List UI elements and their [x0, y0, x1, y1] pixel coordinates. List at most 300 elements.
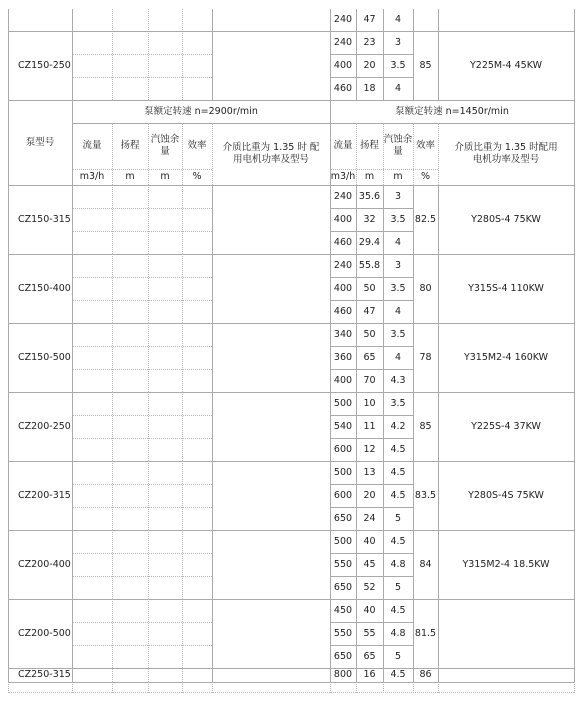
grid-line	[8, 254, 9, 323]
grid-line	[438, 682, 439, 693]
grid-line	[330, 369, 413, 370]
grid-line	[8, 323, 9, 392]
header-eff-1450: 效率	[415, 140, 435, 151]
table-cell-flow: 400	[333, 374, 353, 386]
table-cell-head: 18	[363, 82, 376, 94]
table-cell-head: 40	[363, 535, 376, 547]
pump-efficiency: 84	[419, 558, 432, 570]
pump-motor: Y315M2-4 160KW	[463, 351, 549, 363]
grid-line	[72, 54, 212, 55]
table-cell-flow: 340	[333, 328, 353, 340]
grid-line	[8, 530, 574, 531]
table-cell-npsh: 4	[394, 305, 402, 317]
grid-line	[8, 692, 574, 693]
grid-line	[330, 323, 331, 392]
pump-model: CZ200-315	[18, 489, 71, 501]
table-cell-flow: 650	[333, 512, 353, 524]
grid-line	[182, 682, 183, 693]
header-speed-2900: 泵额定转速 n=2900r/min	[144, 105, 258, 117]
table-cell-flow: 460	[333, 305, 353, 317]
grid-line	[72, 599, 73, 668]
grid-line	[330, 438, 413, 439]
grid-line	[182, 668, 183, 682]
table-cell-head: 29.4	[358, 236, 381, 248]
grid-line	[72, 682, 73, 693]
grid-line	[356, 9, 357, 100]
grid-line	[72, 77, 212, 78]
table-cell-npsh: 4	[394, 82, 402, 94]
pump-efficiency: 82.5	[414, 213, 437, 225]
grid-line	[330, 208, 413, 209]
header-npsh: 汽蚀余量	[150, 134, 180, 157]
grid-line	[212, 185, 213, 254]
grid-line	[438, 392, 439, 461]
table-cell-npsh: 3.5	[390, 282, 406, 294]
grid-line	[148, 185, 149, 254]
grid-line	[8, 668, 9, 682]
grid-line	[8, 323, 574, 324]
grid-line	[438, 599, 439, 668]
grid-line	[383, 323, 384, 392]
grid-line	[72, 369, 212, 370]
unit-npsh: m	[160, 171, 170, 182]
grid-line	[356, 530, 357, 599]
grid-line	[574, 668, 575, 682]
grid-line	[330, 484, 413, 485]
grid-line	[148, 668, 149, 682]
grid-line	[72, 645, 212, 646]
grid-line	[438, 461, 439, 530]
grid-line	[182, 123, 183, 185]
grid-line	[574, 185, 575, 254]
grid-line	[72, 185, 73, 254]
table-cell-flow: 460	[333, 82, 353, 94]
table-cell-flow: 540	[333, 420, 353, 432]
grid-line	[438, 9, 439, 100]
table-cell-npsh: 4.5	[390, 604, 406, 616]
grid-line	[148, 254, 149, 323]
table-cell-head: 10	[363, 397, 376, 409]
pump-model: CZ150-315	[18, 213, 71, 225]
header-head: 扬程	[120, 140, 140, 151]
header-flow: 流量	[82, 140, 102, 151]
pump-motor: Y280S-4 75KW	[471, 213, 541, 225]
grid-line	[330, 277, 413, 278]
table-cell-head: 45	[363, 558, 376, 570]
grid-line	[383, 530, 384, 599]
grid-line	[413, 682, 414, 693]
grid-line	[356, 123, 357, 185]
table-cell-head: 55	[363, 627, 376, 639]
grid-line	[72, 576, 212, 577]
table-cell-npsh: 4.2	[390, 420, 406, 432]
table-cell-npsh: 4	[394, 236, 402, 248]
table-cell-head: 52	[363, 581, 376, 593]
pump-spec-table	[8, 9, 574, 693]
grid-line	[112, 530, 113, 599]
grid-line	[574, 599, 575, 668]
unit-eff-1450: %	[420, 171, 431, 182]
grid-line	[438, 254, 439, 323]
table-cell-head: 35.6	[358, 190, 381, 202]
grid-line	[148, 9, 149, 100]
table-cell-npsh: 5	[394, 581, 402, 593]
grid-line	[383, 392, 384, 461]
grid-line	[8, 668, 574, 669]
grid-line	[413, 461, 414, 530]
table-cell-flow: 450	[333, 604, 353, 616]
grid-line	[182, 530, 183, 599]
grid-line	[574, 461, 575, 530]
table-cell-head: 23	[363, 36, 376, 48]
table-cell-flow: 240	[333, 14, 353, 25]
grid-line	[356, 392, 357, 461]
grid-line	[8, 461, 9, 530]
grid-line	[574, 530, 575, 599]
grid-line	[8, 461, 574, 462]
table-cell-flow: 600	[333, 489, 353, 501]
table-cell-flow: 500	[333, 535, 353, 547]
grid-line	[383, 599, 384, 668]
table-cell-npsh: 3.5	[390, 213, 406, 225]
grid-line	[72, 415, 212, 416]
table-cell-flow: 550	[333, 627, 353, 639]
table-cell-flow: 550	[333, 558, 353, 570]
grid-line	[72, 254, 73, 323]
table-cell-head: 32	[363, 213, 376, 225]
grid-line	[8, 31, 330, 32]
grid-line	[413, 392, 414, 461]
grid-line	[112, 682, 113, 693]
grid-line	[72, 553, 212, 554]
table-cell-npsh: 4	[394, 351, 402, 363]
grid-line	[356, 323, 357, 392]
grid-line	[438, 123, 439, 185]
grid-line	[413, 123, 414, 185]
table-cell-flow: 650	[333, 581, 353, 593]
grid-line	[148, 123, 149, 185]
grid-line	[72, 438, 212, 439]
pump-model: CZ150-250	[18, 59, 71, 71]
pump-efficiency: 86	[419, 669, 432, 680]
grid-line	[330, 461, 331, 530]
header-motor-2900: 介质比重为 1.35 时 配用电机功率及型号	[222, 142, 320, 165]
grid-line	[330, 668, 331, 682]
grid-line	[72, 277, 212, 278]
grid-line	[330, 31, 413, 32]
grid-line	[8, 530, 9, 599]
table-cell-npsh: 4	[394, 14, 402, 25]
header-speed-1450: 泵额定转速 n=1450r/min	[395, 105, 509, 117]
grid-line	[330, 576, 413, 577]
table-cell-flow: 800	[333, 669, 353, 680]
grid-line	[112, 599, 113, 668]
table-cell-npsh: 4.8	[390, 558, 406, 570]
table-cell-head: 20	[363, 59, 376, 71]
header-model: 泵型号	[25, 136, 55, 148]
grid-line	[148, 392, 149, 461]
pump-motor: Y225M-4 45KW	[470, 59, 542, 71]
grid-line	[574, 254, 575, 323]
grid-line	[383, 682, 384, 693]
table-cell-head: 70	[363, 374, 376, 386]
table-cell-npsh: 3	[394, 259, 402, 271]
pump-model: CZ150-400	[18, 282, 71, 294]
grid-line	[383, 668, 384, 682]
table-cell-flow: 650	[333, 650, 353, 662]
grid-line	[72, 530, 73, 599]
grid-line	[574, 323, 575, 392]
unit-head: m	[125, 171, 135, 182]
grid-line	[413, 185, 414, 254]
grid-line	[212, 123, 213, 185]
grid-line	[383, 254, 384, 323]
table-cell-head: 16	[363, 669, 376, 680]
table-cell-flow: 240	[333, 190, 353, 202]
table-cell-head: 24	[363, 512, 376, 524]
pump-efficiency: 78	[419, 351, 432, 363]
grid-line	[413, 9, 414, 100]
grid-line	[112, 392, 113, 461]
grid-line	[8, 100, 9, 185]
grid-line	[330, 231, 413, 232]
grid-line	[330, 77, 413, 78]
grid-line	[383, 185, 384, 254]
table-cell-npsh: 3.5	[390, 328, 406, 340]
grid-line	[112, 185, 113, 254]
grid-line	[72, 507, 212, 508]
pump-motor	[438, 668, 574, 682]
grid-line	[8, 185, 9, 254]
table-cell-npsh: 5	[394, 650, 402, 662]
table-cell-npsh: 5	[394, 512, 402, 524]
pump-motor: Y225S-4 37KW	[471, 420, 541, 432]
grid-line	[330, 300, 413, 301]
grid-line	[72, 231, 212, 232]
header-eff: 效率	[187, 140, 207, 151]
grid-line	[330, 185, 331, 254]
table-cell-npsh: 4.5	[390, 535, 406, 547]
table-cell-head: 47	[363, 14, 376, 25]
table-cell-flow: 240	[333, 36, 353, 48]
grid-line	[330, 254, 331, 323]
grid-line	[8, 9, 9, 100]
grid-line	[72, 392, 73, 461]
table-cell-npsh: 4.5	[390, 489, 406, 501]
table-cell-npsh: 3.5	[390, 59, 406, 71]
grid-line	[112, 668, 113, 682]
grid-line	[356, 254, 357, 323]
table-cell-head: 55.8	[358, 259, 381, 271]
grid-line	[72, 208, 212, 209]
grid-line	[438, 185, 439, 254]
grid-line	[182, 9, 183, 100]
grid-line	[8, 254, 574, 255]
unit-flow-1450: m3/h	[330, 171, 356, 182]
grid-line	[8, 599, 9, 668]
grid-line	[8, 392, 9, 461]
grid-line	[330, 645, 413, 646]
grid-line	[182, 599, 183, 668]
grid-line	[330, 346, 413, 347]
grid-line	[112, 461, 113, 530]
grid-line	[574, 682, 575, 693]
grid-line	[356, 185, 357, 254]
grid-line	[8, 100, 574, 101]
grid-line	[182, 392, 183, 461]
grid-line	[8, 392, 574, 393]
table-cell-head: 13	[363, 466, 376, 478]
table-cell-head: 50	[363, 328, 376, 340]
pump-efficiency: 81.5	[414, 627, 437, 639]
grid-line	[330, 9, 331, 100]
grid-line	[148, 323, 149, 392]
table-cell-flow: 400	[333, 59, 353, 71]
grid-line	[72, 622, 212, 623]
grid-line	[212, 9, 213, 100]
table-cell-flow: 600	[333, 443, 353, 455]
grid-line	[8, 185, 574, 186]
grid-line	[330, 392, 331, 461]
table-cell-head: 11	[363, 420, 376, 432]
pump-model: CZ150-500	[18, 351, 71, 363]
grid-line	[112, 9, 113, 100]
grid-line	[212, 323, 213, 392]
grid-line	[182, 254, 183, 323]
grid-line	[112, 323, 113, 392]
grid-line	[438, 323, 439, 392]
table-cell-flow: 400	[333, 282, 353, 294]
grid-line	[330, 169, 438, 170]
pump-efficiency: 85	[419, 420, 432, 432]
unit-head-1450: m	[364, 171, 375, 182]
table-cell-flow: 460	[333, 236, 353, 248]
grid-line	[413, 31, 574, 32]
grid-line	[212, 682, 213, 693]
grid-line	[356, 599, 357, 668]
grid-line	[72, 461, 73, 530]
grid-line	[72, 169, 212, 170]
grid-line	[574, 9, 575, 100]
pump-model: CZ200-400	[18, 558, 71, 570]
grid-line	[212, 254, 213, 323]
table-cell-head: 65	[363, 351, 376, 363]
table-cell-flow: 240	[333, 259, 353, 271]
grid-line	[330, 100, 331, 185]
pump-model: CZ200-250	[18, 420, 71, 432]
grid-line	[574, 392, 575, 461]
table-cell-head: 65	[363, 650, 376, 662]
table-cell-head: 47	[363, 305, 376, 317]
grid-line	[72, 323, 73, 392]
grid-line	[72, 100, 73, 185]
grid-line	[182, 461, 183, 530]
header-npsh-1450: 汽蚀余量	[383, 134, 413, 157]
grid-line	[330, 622, 413, 623]
grid-line	[413, 254, 414, 323]
table-cell-npsh: 3	[394, 190, 402, 202]
grid-line	[330, 682, 331, 693]
grid-line	[413, 599, 414, 668]
pump-motor: Y280S-4S 75KW	[468, 489, 544, 501]
pump-efficiency: 83.5	[414, 489, 437, 501]
table-cell-head: 20	[363, 489, 376, 501]
table-cell-head: 40	[363, 604, 376, 616]
grid-line	[574, 100, 575, 185]
grid-line	[438, 668, 439, 682]
grid-line	[330, 507, 413, 508]
pump-motor	[438, 599, 574, 668]
table-cell-npsh: 3	[394, 36, 402, 48]
grid-line	[356, 668, 357, 682]
table-cell-npsh: 4.5	[390, 669, 406, 680]
unit-flow: m3/h	[79, 171, 105, 182]
grid-line	[148, 682, 149, 693]
grid-line	[8, 599, 574, 600]
table-cell-npsh: 4.3	[390, 374, 406, 386]
unit-npsh-1450: m	[393, 171, 403, 182]
grid-line	[330, 530, 331, 599]
grid-line	[148, 461, 149, 530]
grid-line	[72, 346, 212, 347]
grid-line	[330, 599, 331, 668]
grid-line	[413, 530, 414, 599]
pump-motor: Y315S-4 110KW	[468, 282, 544, 294]
grid-line	[212, 392, 213, 461]
table-cell-head: 50	[363, 282, 376, 294]
table-cell-npsh: 4.5	[390, 443, 406, 455]
header-flow-1450: 流量	[333, 140, 353, 151]
unit-eff: %	[192, 171, 202, 182]
pump-efficiency: 85	[419, 59, 432, 71]
grid-line	[72, 668, 73, 682]
pump-model: CZ250-315	[18, 669, 71, 680]
grid-line	[356, 682, 357, 693]
grid-line	[383, 461, 384, 530]
grid-line	[413, 323, 414, 392]
table-cell-npsh: 4.8	[390, 627, 406, 639]
pump-efficiency: 80	[419, 282, 432, 294]
table-cell-flow: 360	[333, 351, 353, 363]
grid-line	[330, 54, 413, 55]
grid-line	[112, 254, 113, 323]
grid-line	[212, 530, 213, 599]
pump-model: CZ200-500	[18, 627, 71, 639]
grid-line	[148, 530, 149, 599]
pump-motor: Y315M2-4 18.5KW	[462, 558, 550, 570]
grid-line	[182, 185, 183, 254]
header-head-1450: 扬程	[359, 140, 379, 151]
header-motor-1450: 介质比重为 1.35 时配用电机功率及型号	[454, 142, 558, 165]
grid-line	[112, 123, 113, 185]
grid-line	[212, 668, 213, 682]
grid-line	[383, 123, 384, 185]
table-cell-flow: 500	[333, 397, 353, 409]
grid-line	[72, 9, 73, 100]
table-cell-flow: 400	[333, 213, 353, 225]
grid-line	[330, 553, 413, 554]
table-cell-npsh: 4.5	[390, 466, 406, 478]
grid-line	[182, 323, 183, 392]
grid-line	[356, 461, 357, 530]
grid-line	[72, 484, 212, 485]
grid-line	[72, 300, 212, 301]
table-cell-npsh: 3.5	[390, 397, 406, 409]
grid-line	[8, 682, 9, 693]
grid-line	[212, 461, 213, 530]
grid-line	[330, 415, 413, 416]
grid-line	[413, 668, 414, 682]
